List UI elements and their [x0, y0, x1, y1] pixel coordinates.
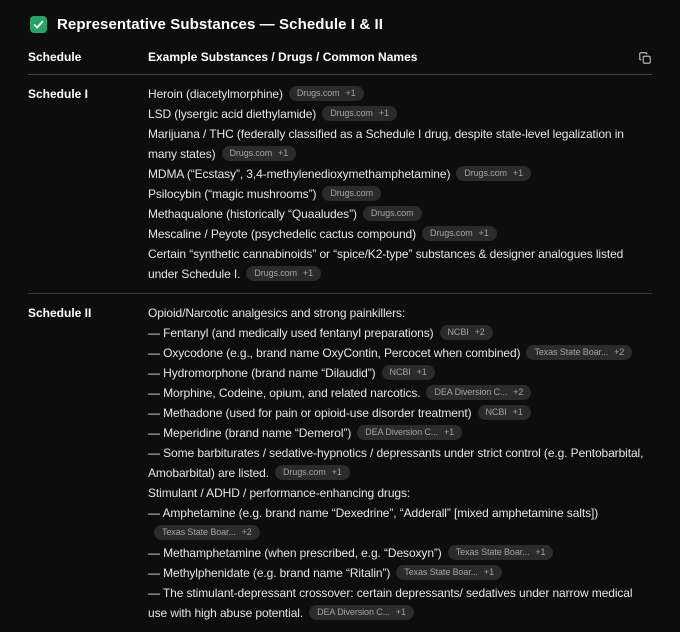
citation-source: NCBI — [447, 327, 469, 338]
substance-text: Methaqualone (historically “Quaaludes”) — [148, 207, 357, 221]
substance-text: — Oxycodone (e.g., brand name OxyContin, Percocet when combined) — [148, 346, 521, 360]
citation-count: +1 — [331, 467, 342, 478]
substance-text: — Methylphenidate (e.g. brand name “Ritalin”) — [148, 566, 391, 580]
citation-source: Drugs.com — [370, 208, 414, 219]
citation-count: +1 — [512, 168, 524, 179]
substance-item — [148, 423, 652, 443]
citation-badge[interactable] — [309, 605, 414, 620]
citation-badge[interactable] — [363, 206, 422, 221]
citation-count: +1 — [303, 268, 314, 279]
substance-item — [148, 343, 652, 363]
substance-item — [148, 383, 652, 403]
substance-text: — Morphine, Codeine, opium, and related narcotics. — [148, 386, 421, 400]
substance-item — [148, 503, 652, 543]
substance-text: Stimulant / ADHD / performance-enhancing drugs: — [148, 486, 411, 500]
checkmark-icon — [30, 16, 47, 33]
substance-text: Psilocybin (“magic mushrooms”) — [148, 187, 317, 201]
citation-count: +2 — [614, 347, 625, 358]
substance-item — [148, 363, 652, 383]
substance-item — [148, 443, 652, 483]
substance-text: — Methadone (used for pain or opioid-use disorder treatment) — [148, 406, 472, 420]
citation-count: +1 — [395, 607, 406, 618]
examples-cell — [148, 84, 652, 284]
citation-badge[interactable] — [426, 385, 531, 400]
citation-count: +1 — [483, 567, 495, 578]
substance-item — [148, 84, 652, 104]
substance-text: — Fentanyl (and medically used fentanyl preparations) — [148, 326, 434, 340]
citation-source: Drugs.com — [283, 467, 326, 478]
citation-badge[interactable] — [357, 425, 462, 440]
citation-count: +1 — [416, 367, 427, 378]
substance-text: Heroin (diacetylmorphine) — [148, 87, 283, 101]
substance-text: Opioid/Narcotic analgesics and strong painkillers: — [148, 306, 406, 320]
substance-item — [148, 483, 652, 503]
citation-count: +2 — [513, 387, 524, 398]
citation-source: Drugs.com — [330, 188, 373, 199]
citation-count: +1 — [512, 407, 523, 418]
substance-text: MDMA (“Ecstasy”, 3,4-methylenedioxymethamphetamine) — [148, 167, 451, 181]
citation-source: DEA Diversion C... — [365, 427, 438, 438]
citation-badge[interactable] — [382, 365, 435, 380]
substance-text: — Meperidine (brand name “Demerol”) — [148, 426, 352, 440]
schedule-cell: Schedule II — [28, 306, 92, 320]
citation-count: +1 — [478, 228, 489, 239]
substance-item — [148, 543, 652, 563]
citation-badge[interactable] — [456, 166, 531, 181]
column-header-schedule: Schedule — [28, 50, 82, 64]
citation-source: DEA Diversion C... — [434, 387, 508, 398]
substance-item — [148, 224, 652, 244]
substance-text: — The stimulant-depressant crossover: certain depressants/ sedatives under narrow medical use with high abuse potential. — [148, 586, 633, 620]
citation-badge[interactable] — [440, 325, 493, 340]
citation-badge[interactable] — [396, 565, 502, 580]
citation-badge[interactable] — [222, 146, 297, 161]
column-header-examples-wrap — [148, 49, 652, 65]
substance-text: — Methamphetamine (when prescribed, e.g. “Desoxyn”) — [148, 546, 442, 560]
citation-source: Drugs.com — [254, 268, 297, 279]
citation-badge[interactable] — [246, 266, 321, 281]
citation-badge[interactable] — [448, 545, 554, 560]
citation-badge[interactable] — [289, 86, 364, 101]
copy-icon — [638, 51, 652, 65]
citation-source: Drugs.com — [330, 108, 373, 119]
substance-text: Mescaline / Peyote (psychedelic cactus compound) — [148, 227, 417, 241]
citation-source: DEA Diversion C... — [317, 607, 390, 618]
citation-count: +1 — [345, 88, 356, 99]
substance-item — [148, 323, 652, 343]
substance-item — [148, 244, 652, 284]
citation-count: +2 — [241, 527, 252, 538]
column-header-examples: Example Substances / Drugs / Common Names — [148, 50, 418, 64]
table-header-row — [28, 45, 652, 75]
substance-item — [148, 303, 652, 323]
substance-item — [148, 204, 652, 224]
table-row — [28, 75, 652, 294]
substance-item — [148, 583, 652, 623]
citation-source: NCBI — [389, 367, 411, 378]
substance-text: Marijuana / THC (federally classified as a Schedule I drug, despite state-level legalization in many states) — [148, 127, 624, 161]
citation-count: +1 — [278, 148, 289, 159]
citation-source: Texas State Boar... — [534, 347, 609, 358]
citation-source: Texas State Boar... — [162, 527, 236, 538]
citation-badge[interactable] — [478, 405, 531, 420]
citation-badge[interactable] — [275, 465, 350, 480]
citation-badge[interactable] — [322, 106, 397, 121]
citation-source: Texas State Boar... — [455, 547, 530, 558]
substance-item — [148, 184, 652, 204]
citation-count: +1 — [443, 427, 455, 438]
substance-item — [148, 104, 652, 124]
substance-text: Certain “synthetic cannabinoids” or “spice/K2-type” substances & designer analogues listed under Schedule I. — [148, 247, 624, 281]
table-row — [28, 294, 652, 632]
citation-source: Drugs.com — [464, 168, 507, 179]
substance-text: — Amphetamine (e.g. brand name “Dexedrine”, “Adderall” [mixed amphetamine salts]) — [148, 506, 599, 520]
copy-table-button[interactable] — [638, 51, 652, 65]
citation-badge[interactable] — [154, 525, 260, 540]
substances-table — [28, 45, 652, 632]
citation-source: Texas State Boar... — [404, 567, 478, 578]
table-body — [28, 75, 652, 632]
citation-badge[interactable] — [322, 186, 381, 201]
substance-text: LSD (lysergic acid diethylamide) — [148, 107, 317, 121]
substance-text: — Some barbiturates / sedative-hypnotics / depressants under strict control (e.g. Pentobarbital, Amobarbital) are listed. — [148, 446, 644, 480]
schedule-cell: Schedule I — [28, 87, 89, 101]
citation-source: Drugs.com — [430, 228, 473, 239]
substance-item — [148, 563, 652, 583]
substance-item — [148, 403, 652, 423]
citation-count: +2 — [474, 327, 485, 338]
section-title-row — [30, 16, 652, 33]
page-title: Representative Substances — Schedule I & II — [57, 16, 384, 33]
citation-source: Drugs.com — [296, 88, 340, 99]
citation-source: NCBI — [485, 407, 507, 418]
examples-cell — [148, 303, 652, 623]
citation-badge[interactable] — [526, 345, 632, 360]
substance-item — [148, 124, 652, 164]
substance-item — [148, 164, 652, 184]
citation-source: Drugs.com — [229, 148, 273, 159]
citation-count: +1 — [535, 547, 546, 558]
citation-badge[interactable] — [422, 226, 497, 241]
substance-text: — Hydromorphone (brand name “Dilaudid”) — [148, 366, 376, 380]
citation-count: +1 — [378, 108, 389, 119]
